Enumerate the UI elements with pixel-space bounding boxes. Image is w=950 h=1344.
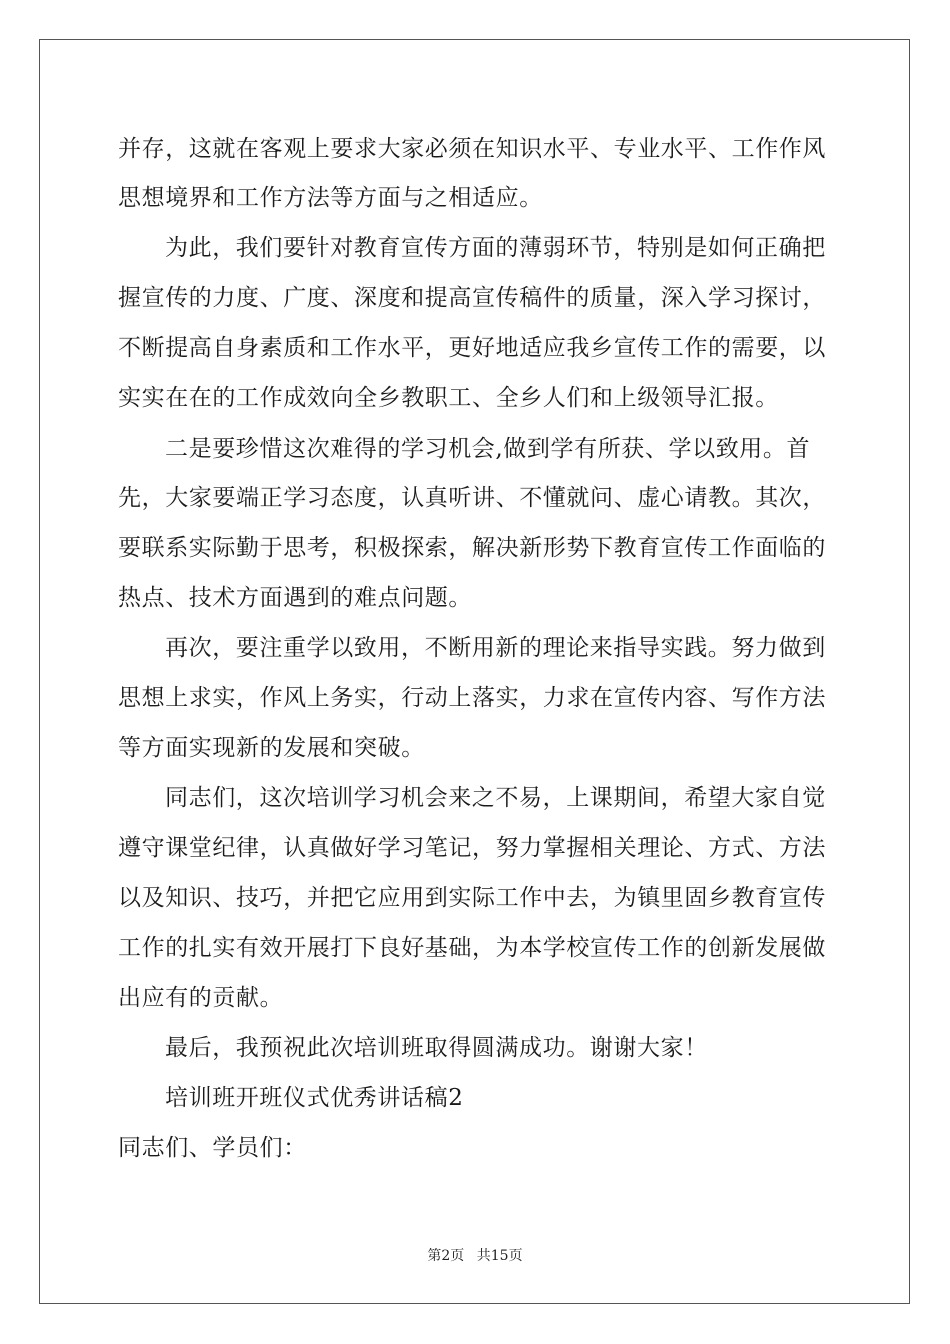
page-total: 共15页 <box>476 1248 523 1264</box>
text-line: 思想上求实，作风上务实，行动上落实，力求在宣传内容、写作方法 <box>118 685 826 711</box>
text-line: 实实在在的工作成效向全乡教职工、全乡人们和上级领导汇报。 <box>118 385 779 411</box>
text-line: 不断提高自身素质和工作水平，更好地适应我乡宣传工作的需要，以 <box>118 335 826 361</box>
text-line: 等方面实现新的发展和突破。 <box>118 735 425 761</box>
text-line: 思想境界和工作方法等方面与之相适应。 <box>118 185 543 211</box>
text-line: 热点、技术方面遇到的难点问题。 <box>118 585 472 611</box>
text-line: 出应有的贡献。 <box>118 985 284 1011</box>
text-line: 再次，要注重学以致用，不断用新的理论来指导实践。努力做到 <box>165 635 826 661</box>
text-line: 同志们，这次培训学习机会来之不易，上课期间，希望大家自觉 <box>165 785 826 811</box>
page-footer <box>0 1247 950 1265</box>
salutation: 同志们、学员们： <box>118 1135 307 1161</box>
text-line: 二是要珍惜这次难得的学习机会,做到学有所获、学以致用。首 <box>165 436 811 462</box>
text-line: 要联系实际勤于思考，积极探索，解决新形势下教育宣传工作面临的 <box>118 535 826 561</box>
section-heading: 培训班开班仪式优秀讲话稿2 <box>165 1085 464 1111</box>
text-line: 并存，这就在客观上要求大家必须在知识水平、专业水平、工作作风 <box>118 136 826 162</box>
page-border <box>39 39 910 1304</box>
text-line: 工作的扎实有效开展打下良好基础，为本学校宣传工作的创新发展做 <box>118 935 826 961</box>
text-line: 以及知识、技巧，并把它应用到实际工作中去，为镇里固乡教育宣传 <box>118 885 826 911</box>
text-line: 握宣传的力度、广度、深度和提高宣传稿件的质量，深入学习探讨， <box>118 285 826 311</box>
text-line: 最后，我预祝此次培训班取得圆满成功。谢谢大家！ <box>165 1035 708 1061</box>
text-line: 先，大家要端正学习态度，认真听讲、不懂就问、虚心请教。其次， <box>118 485 826 511</box>
text-line: 遵守课堂纪律，认真做好学习笔记，努力掌握相关理论、方式、方法 <box>118 835 826 861</box>
text-line: 为此，我们要针对教育宣传方面的薄弱环节，特别是如何正确把 <box>165 235 826 261</box>
page-number: 第2页 <box>427 1248 465 1264</box>
